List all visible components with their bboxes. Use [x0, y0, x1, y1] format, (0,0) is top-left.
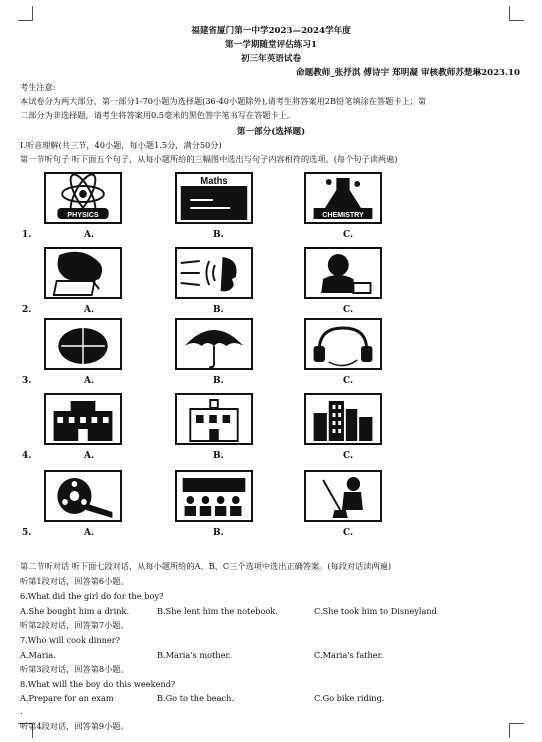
question-number: 3.: [22, 376, 32, 386]
q6-option-c[interactable]: C.She took him to Disneyland: [314, 606, 437, 616]
option-label: C.: [343, 230, 354, 240]
svg-text:Maths: Maths: [200, 175, 228, 188]
dialogue-3-note: 听第3段对话，回答第8小题。: [20, 664, 129, 674]
chemistry-flask-icon[interactable]: [304, 172, 382, 224]
paper-title: 初三年英语试卷: [240, 54, 302, 64]
option-label: A.: [84, 230, 95, 240]
q8-option-c[interactable]: C.Go bike riding.: [314, 693, 385, 703]
cleaning-icon[interactable]: [304, 470, 382, 522]
question-number: 2.: [22, 305, 32, 315]
q6-option-a[interactable]: A.She bought him a drink.: [20, 606, 130, 616]
school-title: 福建省厦门第一中学2023—2024学年度: [191, 26, 351, 36]
option-label: B.: [213, 305, 224, 315]
notice-line-2: 二部分为非选择题，请考生将答案用0.5毫米的黑色签字笔书写在答题卡上。: [20, 110, 296, 120]
boy-reading-icon[interactable]: [304, 247, 382, 299]
section1-instruction: 第一节听句子 听下面五个句子，从每小题所给的三幅图中选出与句子内容相符的选项。(每个句子读两遍): [20, 154, 398, 164]
crop-mark: [509, 6, 524, 21]
school-building-icon[interactable]: [44, 393, 122, 445]
headphones-icon[interactable]: [304, 318, 382, 370]
question-number: 1.: [22, 230, 32, 240]
svg-text:CHEMISTRY: CHEMISTRY: [322, 209, 364, 220]
city-buildings-icon[interactable]: [304, 393, 382, 445]
notice-title: 考生注意:: [20, 82, 56, 92]
q8-option-b[interactable]: B.Go to the beach.: [157, 693, 234, 703]
option-label: B.: [213, 451, 224, 461]
authors-line: 命题教师_张抒淇 傅诗宇 郑明凝 审核教师苏楚琳2023.10: [295, 68, 520, 78]
option-label: A.: [84, 528, 95, 538]
q7-option-b[interactable]: B.Maria's mother.: [157, 650, 232, 660]
hospital-icon[interactable]: [175, 393, 253, 445]
dialogue-4-note: 听第4段对话，回答第9小题。: [20, 721, 129, 731]
option-label: B.: [213, 376, 224, 386]
classroom-icon[interactable]: [175, 470, 253, 522]
crop-mark: [509, 723, 524, 738]
umbrella-icon[interactable]: [175, 318, 253, 370]
question-8: 8.What will the boy do this weekend?: [20, 679, 176, 689]
question-6: 6.What did the girl do for the boy?: [20, 591, 164, 601]
option-label: A.: [84, 451, 95, 461]
maths-board-icon[interactable]: [175, 172, 253, 224]
option-label: B.: [213, 230, 224, 240]
q7-option-a[interactable]: A.Maria.: [20, 650, 56, 660]
option-label: C.: [343, 305, 354, 315]
listening-heading: I.听音理解(共三节，40小题，每小题1.5分，满分50分): [20, 140, 222, 150]
q8-option-a[interactable]: A.Prepare for an exam: [20, 693, 114, 703]
svg-text:PHYSICS: PHYSICS: [67, 209, 99, 220]
q6-option-b[interactable]: B.She lent him the notebook.: [157, 606, 278, 616]
section2-intro: 第二节听对话 听下面七段对话，从每小题所给的A、B、C三个选项中选出正确答案。(每段对话读两遍): [20, 561, 392, 571]
atom-physics-icon[interactable]: [44, 172, 122, 224]
q7-option-c[interactable]: C.Maria's father.: [314, 650, 384, 660]
option-label: B.: [213, 528, 224, 538]
question-7: 7.Who will cook dinner?: [20, 635, 121, 645]
stray-dot: .: [20, 706, 23, 716]
option-label: C.: [343, 451, 354, 461]
option-label: C.: [343, 376, 354, 386]
film-reel-icon[interactable]: [44, 470, 122, 522]
dialogue-2-note: 听第2段对话，回答第7小题。: [20, 620, 129, 630]
lantern-icon[interactable]: [44, 318, 122, 370]
notice-line-1: 本试卷分为两大部分，第一部分1-70小题为选择题(36-40小题除外),请考生将答案用2B铅笔填涂在答题卡上；第: [20, 96, 427, 106]
question-number: 5.: [22, 528, 32, 538]
speaking-icon[interactable]: [175, 247, 253, 299]
dialogue-1-note: 听第1段对话，回答第6小题。: [20, 576, 129, 586]
part1-title: 第一部分(选择题): [236, 127, 306, 137]
option-label: C.: [343, 528, 354, 538]
option-label: A.: [84, 305, 95, 315]
question-number: 4.: [22, 451, 32, 461]
option-label: A.: [84, 376, 95, 386]
crop-mark: [18, 6, 33, 21]
girl-writing-icon[interactable]: [44, 247, 122, 299]
exam-title: 第一学期随堂评估练习1: [225, 40, 317, 50]
